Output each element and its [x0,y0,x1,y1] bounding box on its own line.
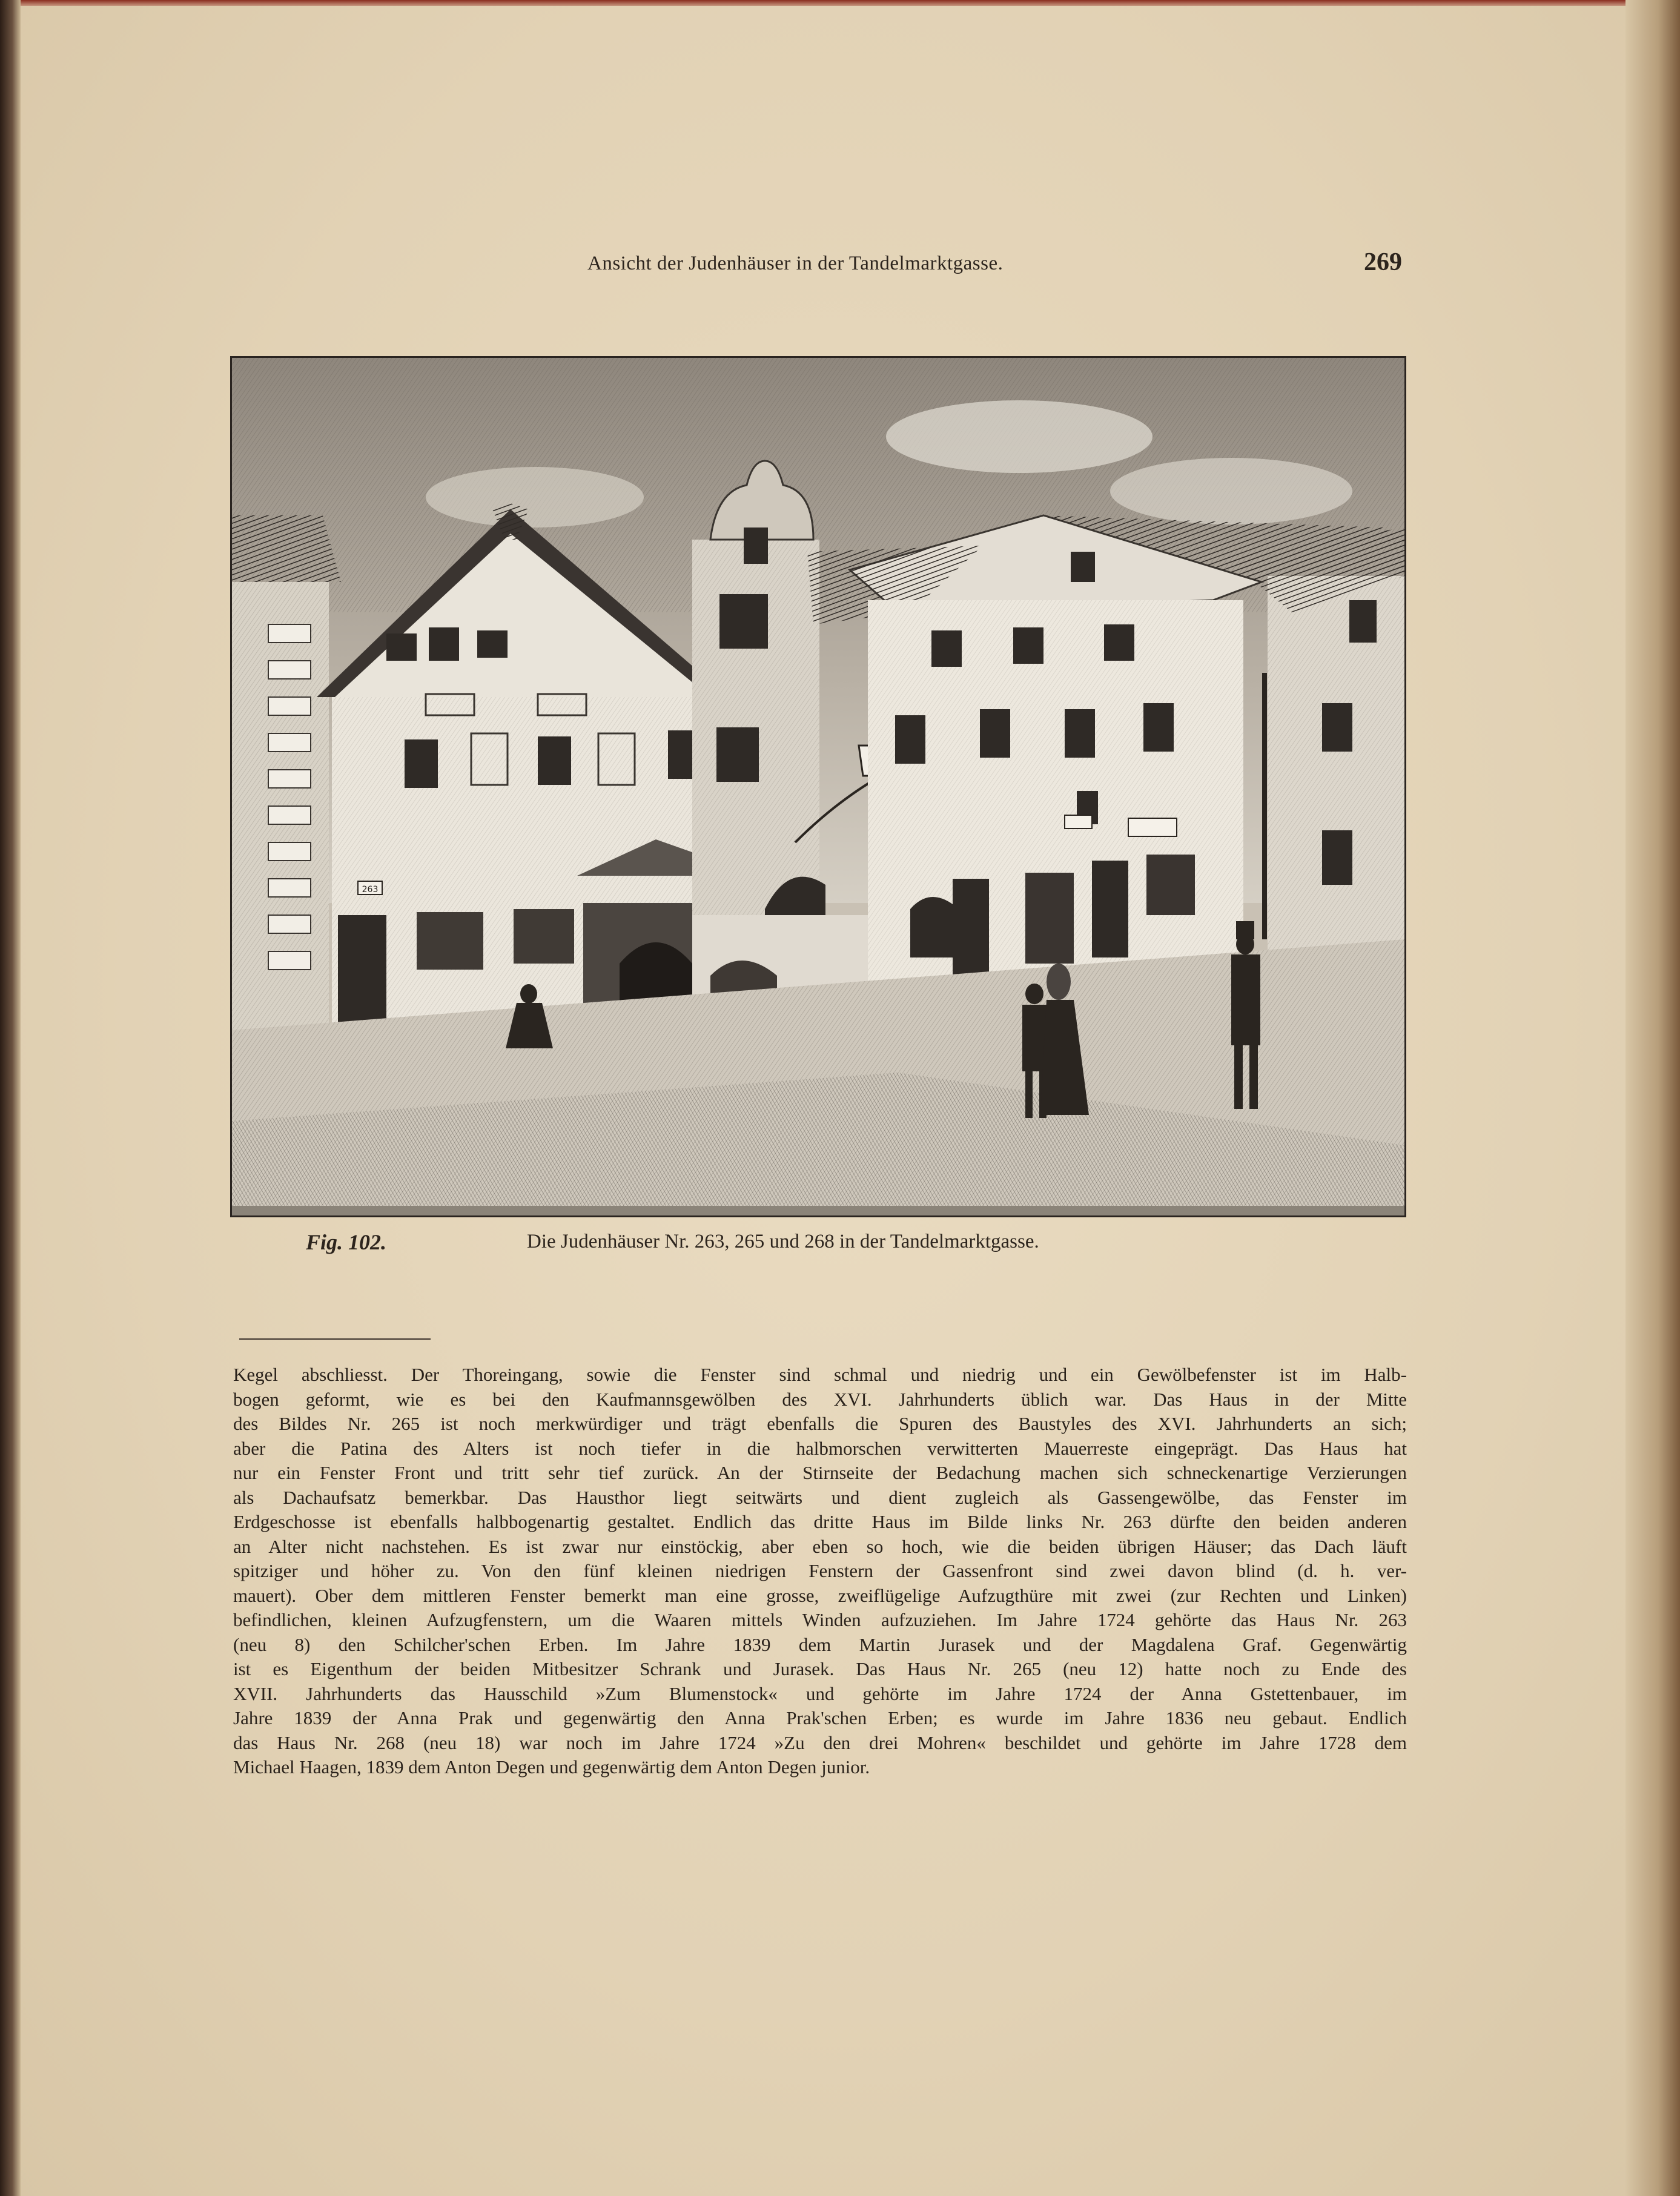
body-text [233,1363,1407,1780]
text-line: befindlichen, kleinen Aufzugfenstern, um die Waaren mittels Winden aufzuziehen. Im Jahre 1724 gehörte das Haus Nr. 263 [233,1609,1407,1630]
text-line: aber die Patina des Alters ist noch tiefer in die halbmorschen verwitterten Mauerreste eingeprägt. Das Haus hat [233,1437,1407,1459]
top-edge [0,0,1680,6]
text-line: das Haus Nr. 268 (neu 18) war noch im Jahre 1724 »Zu den drei Mohren« beschildet und gehörte im Jahre 1728 dem [233,1731,1407,1753]
text-line: Jahre 1839 der Anna Prak und gegenwärtig den Anna Prak'schen Erben; es wurde im Jahre 1836 neu gebaut. Endlich [233,1707,1407,1728]
separator-rule [239,1338,431,1340]
house-plate: 263 [362,885,379,895]
text-line: als Dachaufsatz bemerkbar. Das Hausthor liegt seitwärts und dient zugleich als Gassengewölbe, das Fenster im [233,1486,1407,1508]
page-header [230,245,1408,288]
text-line: nur ein Fenster Front und tritt sehr tief zurück. An der Stirnseite der Bedachung machen sich schneckenartige Verzierungen [233,1462,1407,1483]
text-line: XVII. Jahrhunderts das Hausschild »Zum Blumenstock« und gehörte im Jahre 1724 der Anna Gstettenbauer, im [233,1682,1407,1704]
page-number: 269 [1364,248,1402,276]
figure-caption-text: Die Judenhäuser Nr. 263, 265 und 268 in der Tandelmarktgasse. [527,1231,1039,1252]
page-edge [1625,0,1680,2196]
book-spine [0,0,21,2196]
text-line: an Alter nicht nachstehen. Es ist zwar nur einstöckig, aber eben so hoch, wie die beiden übrigen Häuser; das Dach läuft [233,1535,1407,1557]
text-line: Kegel abschliesst. Der Thoreingang, sowie die Fenster sind schmal und niedrig und ein Gewölbefenster ist im Halb- [233,1364,1407,1385]
text-line: bogen geformt, wie es bei den Kaufmannsgewölben des XVI. Jahrhunderts üblich war. Das Haus in der Mitte [233,1388,1407,1410]
running-title: Ansicht der Judenhäuser in der Tandelmarktgasse. [587,253,1004,274]
figure-caption [306,1229,1408,1266]
text-line: mauert). Ober dem mittleren Fenster bemerkt man eine grosse, zweiflügelige Aufzugthüre mit zwei (zur Rechten und Linken) [233,1584,1407,1606]
figure-label: Fig. 102. [306,1230,387,1254]
text-line: (neu 8) den Schilcher'schen Erben. Im Jahre 1839 dem Martin Jurasek und der Magdalena Graf. Gegenwärtig [233,1633,1407,1655]
text-line: ist es Eigenthum der beiden Mitbesitzer Schrank und Jurasek. Das Haus Nr. 265 (neu 12) hatte noch zu Ende des [233,1658,1407,1679]
text-line: spitziger und höher zu. Von den fünf kleinen niedrigen Fenstern der Gassenfront sind zwei davon blind (d. h. ver- [233,1560,1407,1581]
text-line: Michael Haagen, 1839 dem Anton Degen und gegenwärtig dem Anton Degen junior. [233,1756,870,1778]
text-line: Erdgeschosse ist ebenfalls halbbogenartig gestaltet. Endlich das dritte Haus im Bilde links Nr. 263 dürfte den beiden anderen [233,1511,1407,1532]
illustration-judenhaeuser [230,356,1406,1217]
text-line: des Bildes Nr. 265 ist noch merkwürdiger und trägt ebenfalls die Spuren des Baustyles des XVI. Jahrhunderts an sich; [233,1413,1407,1434]
street-engraving [232,358,1404,1215]
